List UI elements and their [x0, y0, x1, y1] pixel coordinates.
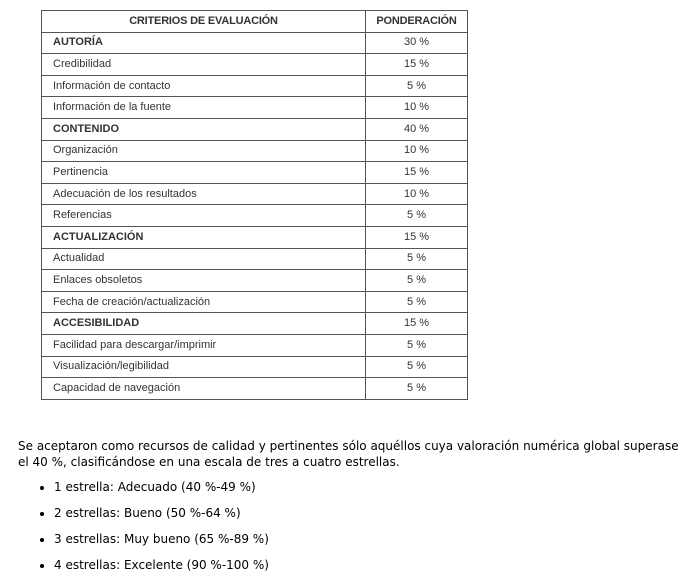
table-row	[42, 248, 468, 270]
criteria-cell: Fecha de creación/actualización	[42, 291, 366, 313]
weight-cell: 40 %	[366, 118, 468, 140]
table-row	[42, 378, 468, 400]
criteria-cell: Facilidad para descargar/imprimir	[42, 334, 366, 356]
criteria-table	[41, 10, 468, 400]
table-section-row	[42, 226, 468, 248]
criteria-column-header: CRITERIOS DE EVALUACIÓN	[42, 11, 366, 33]
table-section-row	[42, 32, 468, 54]
weight-cell: 10 %	[366, 140, 468, 162]
table-header-row	[42, 11, 468, 33]
criteria-cell: Referencias	[42, 205, 366, 227]
weight-cell: 15 %	[366, 162, 468, 184]
criteria-cell: Información de contacto	[42, 75, 366, 97]
weight-cell: 30 %	[366, 32, 468, 54]
table-section-row	[42, 313, 468, 335]
list-item: • 2 estrellas: Bueno (50 %-64 %)	[54, 505, 269, 531]
table-section-row	[42, 118, 468, 140]
list-item: • 3 estrellas: Muy bueno (65 %-89 %)	[54, 531, 269, 557]
criteria-cell: Visualización/legibilidad	[42, 356, 366, 378]
weight-cell: 5 %	[366, 356, 468, 378]
weight-cell: 5 %	[366, 75, 468, 97]
criteria-cell: Pertinencia	[42, 162, 366, 184]
table-body	[42, 32, 468, 399]
criteria-cell: Actualidad	[42, 248, 366, 270]
table-row	[42, 97, 468, 119]
criteria-cell: ACTUALIZACIÓN	[42, 226, 366, 248]
criteria-cell: Credibilidad	[42, 54, 366, 76]
weight-cell: 10 %	[366, 97, 468, 119]
description-paragraph: Se aceptaron como recursos de calidad y pertinentes sólo aquéllos cuya valoración numérica global superase el 40 %, clasificándose en una escala de tres a cuatro estrellas.	[18, 439, 679, 469]
weight-cell: 15 %	[366, 54, 468, 76]
criteria-cell: CONTENIDO	[42, 118, 366, 140]
table-row	[42, 75, 468, 97]
weight-cell: 5 %	[366, 291, 468, 313]
table-row	[42, 54, 468, 76]
table-row	[42, 183, 468, 205]
criteria-cell: AUTORÍA	[42, 32, 366, 54]
criteria-cell: Organización	[42, 140, 366, 162]
table-row	[42, 291, 468, 313]
weight-cell: 15 %	[366, 313, 468, 335]
weight-column-header: PONDERACIÓN	[366, 11, 468, 33]
table-row	[42, 205, 468, 227]
weight-cell: 15 %	[366, 226, 468, 248]
list-item: • 1 estrella: Adecuado (40 %-49 %)	[54, 479, 269, 505]
criteria-cell: Capacidad de navegación	[42, 378, 366, 400]
table-row	[42, 140, 468, 162]
weight-cell: 5 %	[366, 378, 468, 400]
weight-cell: 5 %	[366, 270, 468, 292]
rating-scale-list	[18, 479, 269, 583]
table-row	[42, 334, 468, 356]
list-item: • 4 estrellas: Excelente (90 %-100 %)	[54, 557, 269, 583]
criteria-cell: Enlaces obsoletos	[42, 270, 366, 292]
table-row	[42, 162, 468, 184]
criteria-cell: Información de la fuente	[42, 97, 366, 119]
criteria-cell: Adecuación de los resultados	[42, 183, 366, 205]
table-row	[42, 356, 468, 378]
weight-cell: 5 %	[366, 248, 468, 270]
weight-cell: 10 %	[366, 183, 468, 205]
weight-cell: 5 %	[366, 205, 468, 227]
weight-cell: 5 %	[366, 334, 468, 356]
table-row	[42, 270, 468, 292]
criteria-cell: ACCESIBILIDAD	[42, 313, 366, 335]
